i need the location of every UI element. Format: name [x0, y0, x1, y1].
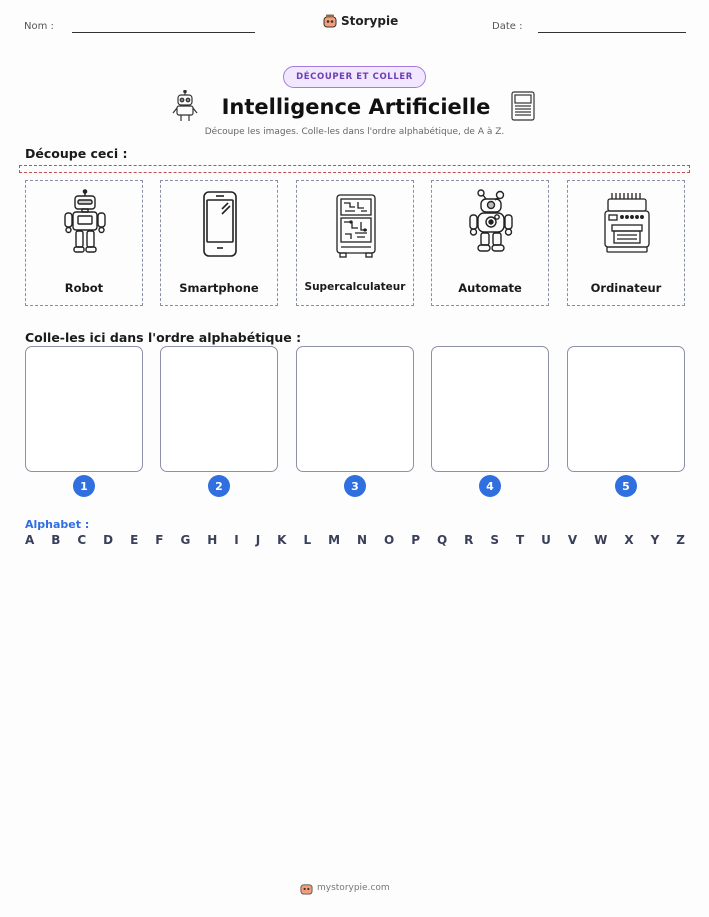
alphabet-letter: E [130, 533, 139, 547]
alphabet-letter: I [234, 533, 239, 547]
name-line[interactable] [72, 32, 255, 33]
paste-box-1[interactable] [25, 346, 143, 472]
instructions: Découpe les images. Colle-les dans l'ordre alphabétique, de A à Z. [204, 127, 505, 137]
robot-icon [60, 189, 110, 261]
cut-card-supercalculateur[interactable] [296, 180, 414, 306]
cut-card-robot[interactable] [25, 180, 143, 306]
alphabet-letter: V [567, 533, 578, 547]
paste-heading: Colle-les ici dans l'ordre alphabétique : [25, 330, 302, 345]
cut-line [19, 165, 690, 173]
computer-decor-icon [511, 91, 535, 121]
paste-box-3[interactable] [296, 346, 414, 472]
paste-box-2[interactable] [160, 346, 278, 472]
alphabet-heading: Alphabet : [25, 518, 90, 531]
paste-box-4[interactable] [431, 346, 549, 472]
number-badge-2: 2 [208, 475, 230, 497]
name-label: Nom : [24, 21, 54, 32]
alphabet-letter: Z [676, 533, 685, 547]
alphabet-letter: U [541, 533, 551, 547]
card-label: Robot [64, 281, 104, 295]
footer [300, 881, 410, 895]
storypie-logo-icon [323, 14, 337, 28]
computer-icon [602, 189, 652, 261]
card-label: Automate [458, 281, 522, 295]
alphabet-letters [25, 533, 685, 551]
date-label: Date : [492, 21, 523, 32]
alphabet-letter: J [255, 533, 261, 547]
alphabet-letter: C [77, 533, 87, 547]
alphabet-letter: S [490, 533, 499, 547]
alphabet-letter: T [515, 533, 525, 547]
alphabet-letter: L [303, 533, 312, 547]
card-label: Smartphone [179, 281, 259, 295]
date-line[interactable] [538, 32, 686, 33]
alphabet-letter: Q [436, 533, 448, 547]
card-label: Ordinateur [590, 281, 662, 295]
alphabet-letter: K [277, 533, 287, 547]
number-badge-5: 5 [615, 475, 637, 497]
smartphone-icon [195, 189, 245, 261]
brand [323, 14, 398, 28]
number-badge-3: 3 [344, 475, 366, 497]
alphabet-letter: M [328, 533, 341, 547]
alphabet-letter: G [180, 533, 191, 547]
supercomputer-icon [331, 189, 381, 261]
number-badge-4: 4 [479, 475, 501, 497]
number-badge-1: 1 [73, 475, 95, 497]
alphabet-letter: N [357, 533, 368, 547]
alphabet-letter: Y [650, 533, 660, 547]
automaton-icon [466, 189, 516, 261]
alphabet-letter: D [103, 533, 114, 547]
storypie-footer-logo-icon [300, 882, 313, 895]
alphabet-letter: F [155, 533, 164, 547]
card-label: Supercalculateur [304, 281, 406, 293]
alphabet-letter: P [411, 533, 420, 547]
activity-badge: DÉCOUPER ET COLLER [283, 66, 426, 88]
alphabet-letter: B [51, 533, 61, 547]
robot-decor-icon [172, 90, 198, 122]
cut-card-ordinateur[interactable] [567, 180, 685, 306]
alphabet-letter: R [464, 533, 474, 547]
alphabet-letter: H [207, 533, 218, 547]
cut-heading: Découpe ceci : [25, 146, 128, 161]
alphabet-letter: A [25, 533, 35, 547]
brand-name: Storypie [341, 14, 399, 28]
paste-box-5[interactable] [567, 346, 685, 472]
cut-card-smartphone[interactable] [160, 180, 278, 306]
footer-url[interactable]: mystorypie.com [317, 883, 390, 893]
alphabet-letter: W [594, 533, 608, 547]
alphabet-letter: O [384, 533, 395, 547]
cut-card-automate[interactable] [431, 180, 549, 306]
page-title: Intelligence Artificielle [221, 95, 491, 119]
alphabet-letter: X [624, 533, 634, 547]
